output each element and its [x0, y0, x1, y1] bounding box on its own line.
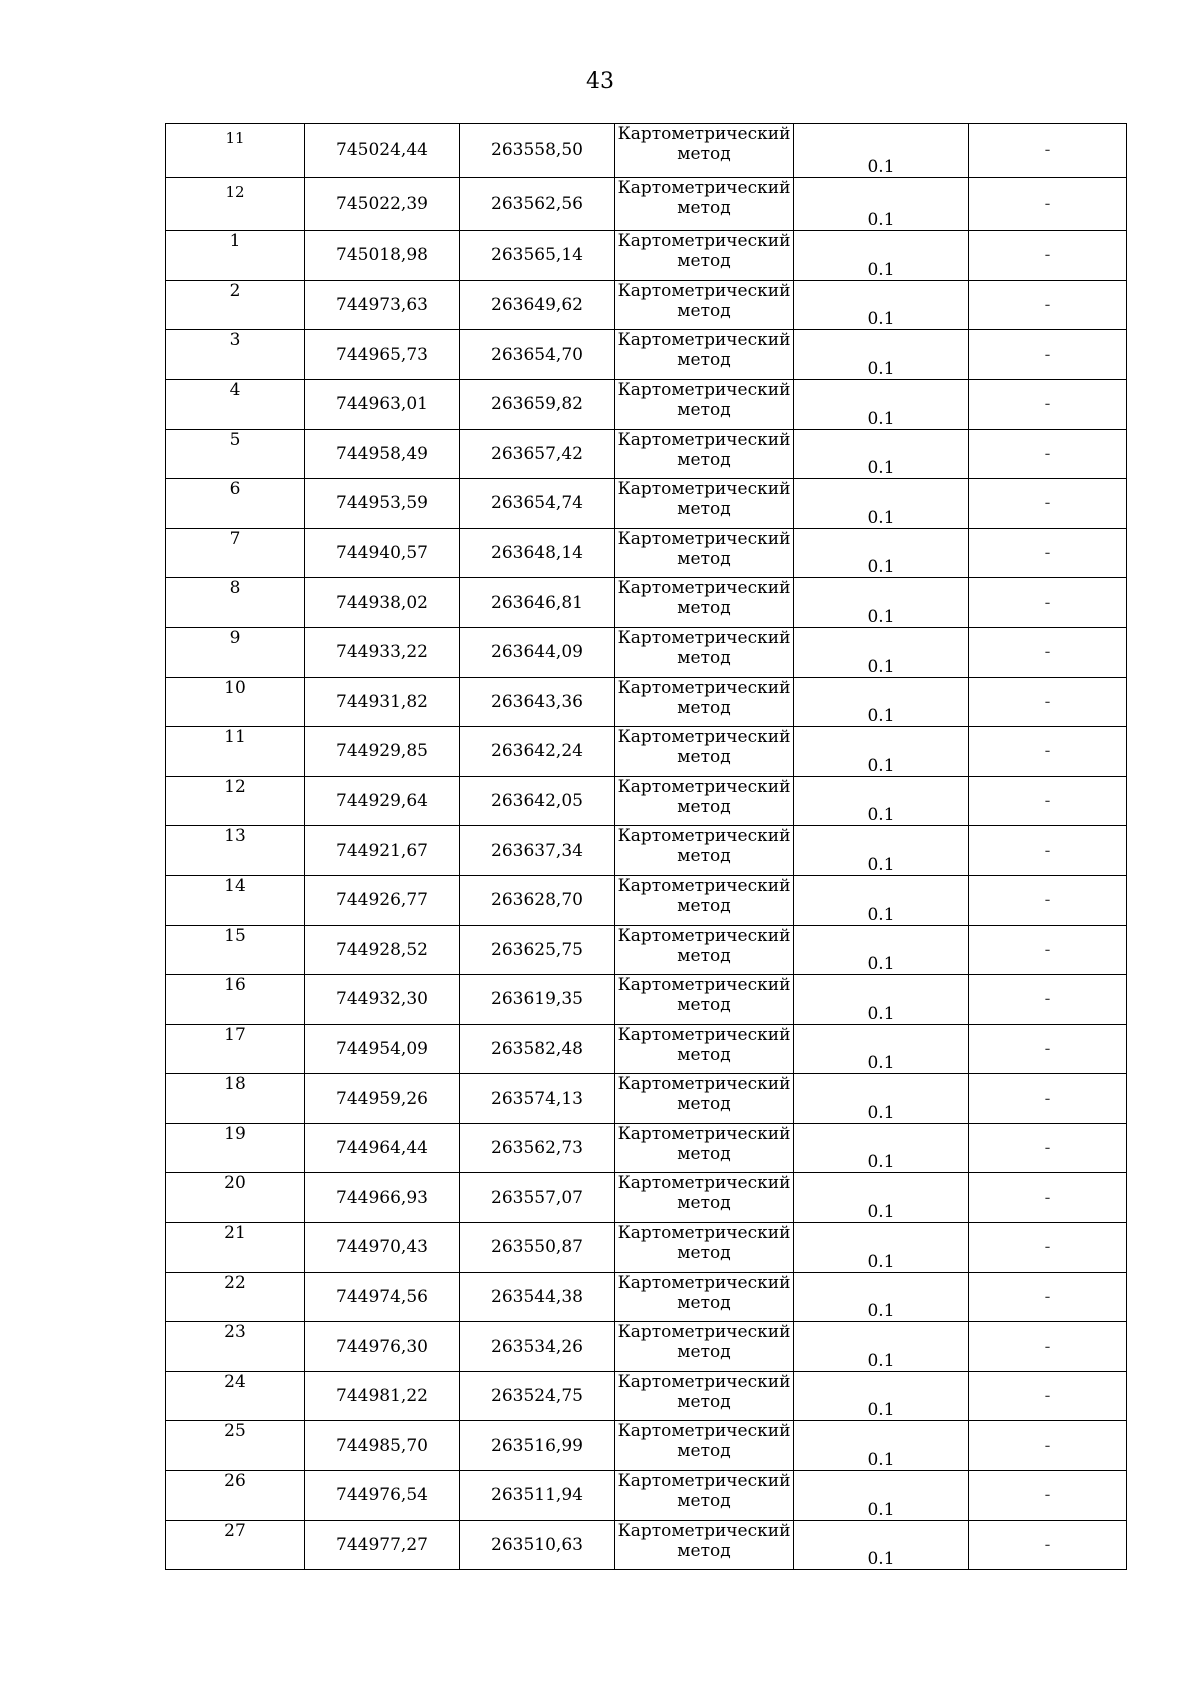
method-cell: Картометрический метод [615, 1024, 794, 1074]
note-cell: - [969, 1223, 1127, 1273]
accuracy-cell: 0.1 [794, 975, 969, 1025]
method-cell: Картометрический метод [615, 1074, 794, 1124]
x-coordinate-cell: 744981,22 [305, 1371, 460, 1421]
y-coordinate-cell: 263654,70 [460, 330, 615, 380]
note-cell: - [969, 231, 1127, 281]
note-cell: - [969, 1371, 1127, 1421]
point-number-cell: 6 [166, 479, 305, 529]
y-coordinate-cell: 263642,24 [460, 727, 615, 777]
accuracy-cell: 0.1 [794, 727, 969, 777]
method-cell: Картометрический метод [615, 925, 794, 975]
table-row [166, 875, 1127, 925]
table-row [166, 1471, 1127, 1521]
accuracy-cell: 0.1 [794, 578, 969, 628]
note-cell: - [969, 578, 1127, 628]
method-cell: Картометрический метод [615, 379, 794, 429]
table-row [166, 1520, 1127, 1570]
coordinates-table [165, 123, 1127, 1570]
accuracy-cell: 0.1 [794, 875, 969, 925]
table-row [166, 975, 1127, 1025]
note-cell: - [969, 875, 1127, 925]
point-number-cell: 20 [166, 1173, 305, 1223]
accuracy-cell: 0.1 [794, 124, 969, 178]
point-number-cell: 18 [166, 1074, 305, 1124]
x-coordinate-cell: 744959,26 [305, 1074, 460, 1124]
note-cell: - [969, 1421, 1127, 1471]
point-number-cell: 11 [166, 124, 305, 178]
point-number-cell: 1 [166, 231, 305, 281]
note-cell: - [969, 727, 1127, 777]
x-coordinate-cell: 744932,30 [305, 975, 460, 1025]
x-coordinate-cell: 744977,27 [305, 1520, 460, 1570]
accuracy-cell: 0.1 [794, 1123, 969, 1173]
note-cell: - [969, 1471, 1127, 1521]
note-cell: - [969, 124, 1127, 178]
method-cell: Картометрический метод [615, 578, 794, 628]
table-row [166, 1371, 1127, 1421]
method-cell: Картометрический метод [615, 1223, 794, 1273]
accuracy-cell: 0.1 [794, 1074, 969, 1124]
y-coordinate-cell: 263510,63 [460, 1520, 615, 1570]
note-cell: - [969, 1520, 1127, 1570]
method-cell: Картометрический метод [615, 177, 794, 231]
method-cell: Картометрический метод [615, 1520, 794, 1570]
note-cell: - [969, 1173, 1127, 1223]
x-coordinate-cell: 744985,70 [305, 1421, 460, 1471]
point-number-cell: 13 [166, 826, 305, 876]
note-cell: - [969, 177, 1127, 231]
note-cell: - [969, 280, 1127, 330]
method-cell: Картометрический метод [615, 124, 794, 178]
method-cell: Картометрический метод [615, 875, 794, 925]
x-coordinate-cell: 745018,98 [305, 231, 460, 281]
accuracy-cell: 0.1 [794, 280, 969, 330]
y-coordinate-cell: 263642,05 [460, 776, 615, 826]
note-cell: - [969, 429, 1127, 479]
method-cell: Картометрический метод [615, 231, 794, 281]
note-cell: - [969, 330, 1127, 380]
point-number-cell: 9 [166, 627, 305, 677]
method-cell: Картометрический метод [615, 1123, 794, 1173]
x-coordinate-cell: 744933,22 [305, 627, 460, 677]
x-coordinate-cell: 744973,63 [305, 280, 460, 330]
x-coordinate-cell: 744963,01 [305, 379, 460, 429]
note-cell: - [969, 1074, 1127, 1124]
point-number-cell: 21 [166, 1223, 305, 1273]
table-row [166, 231, 1127, 281]
table-row [166, 1074, 1127, 1124]
method-cell: Картометрический метод [615, 330, 794, 380]
method-cell: Картометрический метод [615, 727, 794, 777]
method-cell: Картометрический метод [615, 528, 794, 578]
method-cell: Картометрический метод [615, 1371, 794, 1421]
point-number-cell: 4 [166, 379, 305, 429]
x-coordinate-cell: 744940,57 [305, 528, 460, 578]
x-coordinate-cell: 744958,49 [305, 429, 460, 479]
y-coordinate-cell: 263648,14 [460, 528, 615, 578]
table-row [166, 528, 1127, 578]
table-row [166, 379, 1127, 429]
x-coordinate-cell: 744931,82 [305, 677, 460, 727]
y-coordinate-cell: 263637,34 [460, 826, 615, 876]
table-row [166, 429, 1127, 479]
note-cell: - [969, 925, 1127, 975]
accuracy-cell: 0.1 [794, 1421, 969, 1471]
y-coordinate-cell: 263646,81 [460, 578, 615, 628]
y-coordinate-cell: 263649,62 [460, 280, 615, 330]
point-number-cell: 17 [166, 1024, 305, 1074]
table-row [166, 330, 1127, 380]
point-number-cell: 26 [166, 1471, 305, 1521]
accuracy-cell: 0.1 [794, 1371, 969, 1421]
x-coordinate-cell: 744966,93 [305, 1173, 460, 1223]
y-coordinate-cell: 263557,07 [460, 1173, 615, 1223]
y-coordinate-cell: 263565,14 [460, 231, 615, 281]
table-row [166, 1123, 1127, 1173]
x-coordinate-cell: 744938,02 [305, 578, 460, 628]
accuracy-cell: 0.1 [794, 1471, 969, 1521]
method-cell: Картометрический метод [615, 479, 794, 529]
point-number-cell: 15 [166, 925, 305, 975]
table-row [166, 1272, 1127, 1322]
note-cell: - [969, 627, 1127, 677]
accuracy-cell: 0.1 [794, 1173, 969, 1223]
point-number-cell: 16 [166, 975, 305, 1025]
x-coordinate-cell: 744929,64 [305, 776, 460, 826]
table-row [166, 280, 1127, 330]
x-coordinate-cell: 744928,52 [305, 925, 460, 975]
accuracy-cell: 0.1 [794, 379, 969, 429]
table-row [166, 1173, 1127, 1223]
note-cell: - [969, 379, 1127, 429]
note-cell: - [969, 826, 1127, 876]
x-coordinate-cell: 745022,39 [305, 177, 460, 231]
y-coordinate-cell: 263659,82 [460, 379, 615, 429]
y-coordinate-cell: 263654,74 [460, 479, 615, 529]
x-coordinate-cell: 744974,56 [305, 1272, 460, 1322]
accuracy-cell: 0.1 [794, 677, 969, 727]
table-row [166, 627, 1127, 677]
page-number: 43 [586, 69, 614, 94]
accuracy-cell: 0.1 [794, 925, 969, 975]
table-row [166, 578, 1127, 628]
point-number-cell: 5 [166, 429, 305, 479]
y-coordinate-cell: 263574,13 [460, 1074, 615, 1124]
table-row [166, 677, 1127, 727]
y-coordinate-cell: 263625,75 [460, 925, 615, 975]
y-coordinate-cell: 263511,94 [460, 1471, 615, 1521]
x-coordinate-cell: 744953,59 [305, 479, 460, 529]
accuracy-cell: 0.1 [794, 627, 969, 677]
y-coordinate-cell: 263550,87 [460, 1223, 615, 1273]
point-number-cell: 27 [166, 1520, 305, 1570]
y-coordinate-cell: 263516,99 [460, 1421, 615, 1471]
x-coordinate-cell: 744976,54 [305, 1471, 460, 1521]
table-row [166, 177, 1127, 231]
point-number-cell: 11 [166, 727, 305, 777]
y-coordinate-cell: 263544,38 [460, 1272, 615, 1322]
table-row [166, 826, 1127, 876]
accuracy-cell: 0.1 [794, 429, 969, 479]
note-cell: - [969, 1322, 1127, 1372]
y-coordinate-cell: 263558,50 [460, 124, 615, 178]
x-coordinate-cell: 744929,85 [305, 727, 460, 777]
table-row [166, 479, 1127, 529]
point-number-cell: 7 [166, 528, 305, 578]
method-cell: Картометрический метод [615, 1322, 794, 1372]
note-cell: - [969, 975, 1127, 1025]
point-number-cell: 24 [166, 1371, 305, 1421]
y-coordinate-cell: 263643,36 [460, 677, 615, 727]
method-cell: Картометрический метод [615, 677, 794, 727]
y-coordinate-cell: 263628,70 [460, 875, 615, 925]
x-coordinate-cell: 744954,09 [305, 1024, 460, 1074]
x-coordinate-cell: 744976,30 [305, 1322, 460, 1372]
accuracy-cell: 0.1 [794, 330, 969, 380]
point-number-cell: 23 [166, 1322, 305, 1372]
point-number-cell: 14 [166, 875, 305, 925]
y-coordinate-cell: 263657,42 [460, 429, 615, 479]
accuracy-cell: 0.1 [794, 1024, 969, 1074]
note-cell: - [969, 1123, 1127, 1173]
table-row [166, 1421, 1127, 1471]
method-cell: Картометрический метод [615, 429, 794, 479]
table-row [166, 1223, 1127, 1273]
method-cell: Картометрический метод [615, 1272, 794, 1322]
note-cell: - [969, 528, 1127, 578]
method-cell: Картометрический метод [615, 280, 794, 330]
method-cell: Картометрический метод [615, 776, 794, 826]
note-cell: - [969, 1024, 1127, 1074]
point-number-cell: 3 [166, 330, 305, 380]
y-coordinate-cell: 263644,09 [460, 627, 615, 677]
table-row [166, 1024, 1127, 1074]
accuracy-cell: 0.1 [794, 528, 969, 578]
accuracy-cell: 0.1 [794, 1520, 969, 1570]
point-number-cell: 8 [166, 578, 305, 628]
note-cell: - [969, 1272, 1127, 1322]
coordinates-table-body [166, 124, 1127, 1570]
y-coordinate-cell: 263619,35 [460, 975, 615, 1025]
table-row [166, 124, 1127, 178]
accuracy-cell: 0.1 [794, 479, 969, 529]
method-cell: Картометрический метод [615, 1421, 794, 1471]
y-coordinate-cell: 263562,73 [460, 1123, 615, 1173]
accuracy-cell: 0.1 [794, 1272, 969, 1322]
accuracy-cell: 0.1 [794, 776, 969, 826]
point-number-cell: 12 [166, 177, 305, 231]
y-coordinate-cell: 263562,56 [460, 177, 615, 231]
y-coordinate-cell: 263524,75 [460, 1371, 615, 1421]
y-coordinate-cell: 263582,48 [460, 1024, 615, 1074]
method-cell: Картометрический метод [615, 1173, 794, 1223]
x-coordinate-cell: 744965,73 [305, 330, 460, 380]
x-coordinate-cell: 745024,44 [305, 124, 460, 178]
accuracy-cell: 0.1 [794, 1223, 969, 1273]
table-row [166, 925, 1127, 975]
note-cell: - [969, 776, 1127, 826]
point-number-cell: 22 [166, 1272, 305, 1322]
y-coordinate-cell: 263534,26 [460, 1322, 615, 1372]
accuracy-cell: 0.1 [794, 826, 969, 876]
point-number-cell: 10 [166, 677, 305, 727]
point-number-cell: 2 [166, 280, 305, 330]
method-cell: Картометрический метод [615, 826, 794, 876]
x-coordinate-cell: 744970,43 [305, 1223, 460, 1273]
method-cell: Картометрический метод [615, 975, 794, 1025]
table-row [166, 776, 1127, 826]
method-cell: Картометрический метод [615, 627, 794, 677]
note-cell: - [969, 479, 1127, 529]
point-number-cell: 19 [166, 1123, 305, 1173]
note-cell: - [969, 677, 1127, 727]
table-row [166, 727, 1127, 777]
point-number-cell: 25 [166, 1421, 305, 1471]
x-coordinate-cell: 744921,67 [305, 826, 460, 876]
method-cell: Картометрический метод [615, 1471, 794, 1521]
accuracy-cell: 0.1 [794, 177, 969, 231]
table-row [166, 1322, 1127, 1372]
x-coordinate-cell: 744964,44 [305, 1123, 460, 1173]
x-coordinate-cell: 744926,77 [305, 875, 460, 925]
point-number-cell: 12 [166, 776, 305, 826]
accuracy-cell: 0.1 [794, 231, 969, 281]
accuracy-cell: 0.1 [794, 1322, 969, 1372]
